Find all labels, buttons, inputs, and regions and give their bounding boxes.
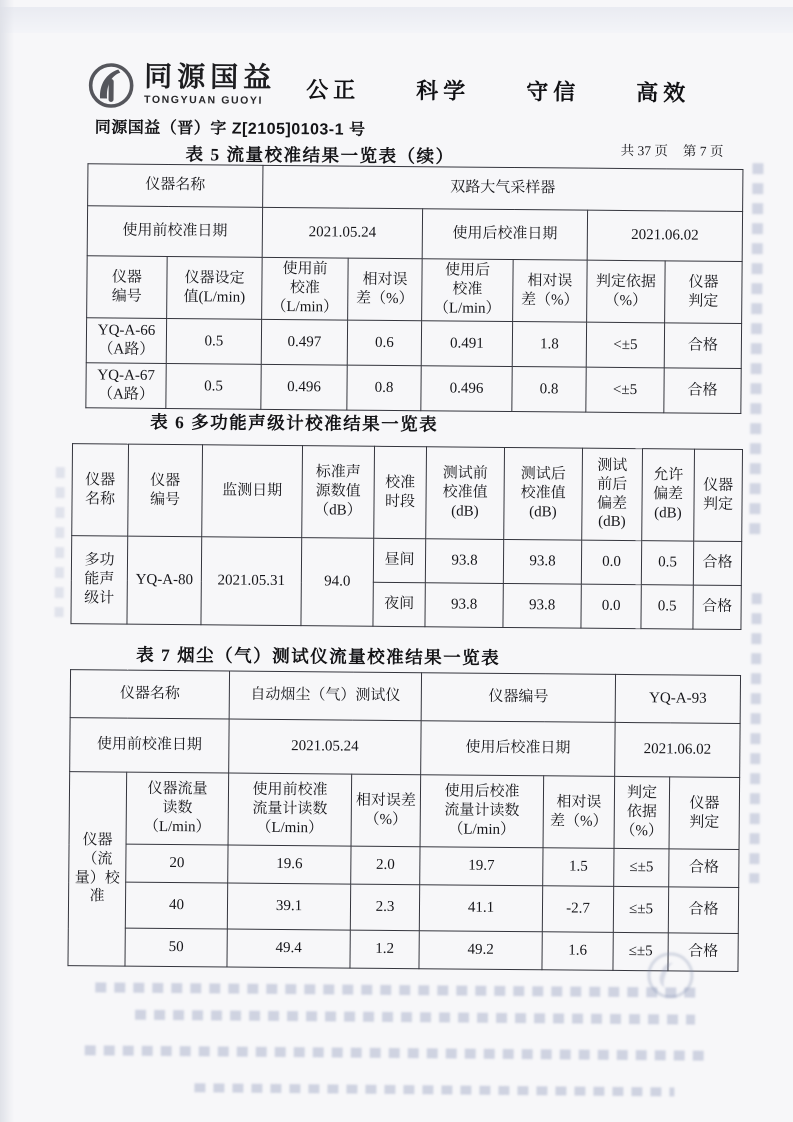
logo-name-cn: 同源国益 [144, 60, 277, 93]
logo-name-latin: TONGYUAN GUOYI [143, 94, 264, 108]
cell: 0.496 [421, 366, 512, 412]
cell-verdict: 合格 [693, 541, 741, 585]
column-header: 仪器流量 读数 （L/min） [126, 772, 229, 845]
table7-dust-gas-tester [67, 669, 741, 972]
bleed-through-marks [194, 1083, 674, 1096]
column-header: 判定依据 （%） [587, 260, 666, 323]
bleed-through-marks [55, 467, 65, 617]
pre-date-value: 2021.05.24 [262, 207, 422, 258]
column-header: 相对误 差（%） [513, 260, 588, 323]
column-header: 仪器 判定 [669, 777, 740, 850]
cell-date: 2021.05.31 [201, 537, 302, 626]
tongyuan-guoyi-logo-icon [87, 61, 135, 109]
cell: 0.8 [347, 365, 421, 411]
cell-verdict: 合格 [668, 887, 738, 934]
cell-verdict: 合格 [668, 933, 738, 972]
cell-source-value: 94.0 [301, 538, 374, 627]
bleed-through-logo-icon [647, 952, 693, 998]
cell: 19.6 [228, 845, 351, 884]
page-info [621, 139, 724, 160]
cell: 39.1 [227, 883, 350, 930]
cell-verdict: 合格 [664, 368, 741, 414]
cell: ≤±5 [614, 848, 669, 886]
cell: 2.3 [350, 884, 419, 931]
group-label: 仪器（流 量）校准 [68, 772, 127, 966]
slogan-word: 守信 [526, 79, 581, 105]
table-row [68, 928, 738, 972]
cell: -2.7 [542, 886, 613, 933]
column-header: 仪器 编号 [128, 444, 203, 537]
cell: 41.1 [419, 885, 542, 932]
table-row [88, 164, 743, 212]
cell: 19.7 [420, 847, 543, 886]
cell-verdict: 合格 [669, 849, 739, 888]
table-row [86, 363, 741, 414]
cell: 93.8 [503, 583, 581, 628]
company-slogan [306, 73, 690, 107]
column-header: 测试后 校准值 (dB) [504, 447, 583, 540]
pre-date-label: 使用前校准日期 [87, 206, 262, 258]
slogan-word: 科学 [416, 78, 471, 104]
column-header: 使用前校准 流量计读数 （L/min） [228, 773, 352, 846]
cell: 93.8 [503, 539, 581, 584]
table6-sound-level-meter [70, 443, 743, 630]
cell-instrument-id: YQ-A-66 （A路） [86, 318, 166, 364]
post-date-label: 使用后校准日期 [422, 209, 587, 260]
column-header: 判定 依据 （%） [614, 776, 670, 848]
bleed-through-marks [749, 593, 762, 883]
cell: 0.496 [261, 364, 347, 410]
table-header-row [69, 772, 740, 850]
column-header: 仪器 名称 [72, 444, 129, 536]
cell-instrument-id: YQ-A-80 [127, 536, 202, 625]
table-row [87, 206, 743, 262]
table-header-row [87, 256, 743, 324]
table-row [86, 318, 741, 369]
instrument-name-value: 自动烟尘（气）测试仪 [229, 671, 421, 721]
column-header: 使用后校准 流量计读数 （L/min） [420, 775, 544, 848]
cell-period: 昼间 [373, 538, 425, 582]
cell: 0.8 [512, 367, 586, 413]
cell: 40 [125, 882, 227, 929]
cell-instrument-name: 多功 能声 级计 [71, 536, 128, 624]
cell: 1.5 [543, 848, 614, 887]
pre-date-value: 2021.05.24 [229, 719, 421, 775]
instrument-name-value: 双路大气采样器 [263, 165, 743, 211]
cell-verdict: 合格 [664, 323, 741, 369]
cell: 0.497 [261, 319, 347, 365]
cell: 0.5 [166, 363, 261, 409]
column-header: 使用前 校准 （L/min） [262, 257, 349, 320]
instrument-code-value: YQ-A-93 [615, 674, 740, 723]
instrument-code-label: 仪器编号 [421, 673, 615, 723]
column-header: 校准 时段 [374, 446, 427, 538]
column-header: 相对误差 （%） [351, 774, 421, 847]
table-row [68, 882, 738, 934]
slogan-word: 高效 [636, 80, 691, 106]
table-row [70, 670, 740, 724]
column-header: 仪器设定 值(L/min) [167, 256, 263, 319]
cell: 93.8 [425, 539, 503, 584]
column-header: 允许 偏差 (dB) [642, 449, 695, 541]
table-row [70, 718, 740, 778]
cell: <±5 [586, 322, 664, 368]
cell: 49.2 [419, 931, 542, 970]
bleed-through-marks [135, 1010, 695, 1025]
bleed-through-marks [749, 163, 763, 543]
bleed-through-marks [85, 1045, 705, 1060]
column-header: 监测日期 [202, 445, 303, 538]
column-header: 测试前 校准值 (dB) [426, 447, 505, 540]
instrument-name-label: 仪器名称 [88, 164, 263, 208]
cell-period: 夜间 [373, 582, 425, 626]
cell: <±5 [586, 367, 664, 413]
cell: ≤±5 [613, 932, 668, 970]
cell-instrument-id: YQ-A-67 （A路） [86, 363, 166, 409]
column-header: 测试 前后 偏差 (dB) [582, 448, 643, 541]
cell: 20 [126, 844, 228, 883]
table-header-row [72, 444, 743, 542]
column-header: 标准声 源数值 （dB） [302, 446, 375, 539]
cell: 0.491 [421, 321, 512, 367]
cell: 0.0 [581, 540, 641, 585]
table5-flow-calibration [85, 163, 743, 414]
cell: 0.6 [347, 320, 421, 366]
column-header: 仪器 编号 [87, 256, 168, 319]
column-header: 仪器 判定 [694, 449, 743, 541]
pages-total: 共 37 页 [620, 142, 668, 159]
cell: 1.2 [350, 930, 419, 969]
cell: 0.5 [166, 318, 261, 364]
column-header: 相对误 差（%） [543, 776, 615, 849]
cell: 0.0 [581, 584, 641, 629]
table5-title: 表 5 流量校准结果一览表（续） [185, 144, 455, 167]
table6-title: 表 6 多功能声级计校准结果一览表 [150, 411, 439, 435]
cell: 93.8 [425, 583, 503, 628]
logo-text-block [144, 62, 276, 108]
table7-title: 表 7 烟尘（气）测试仪流量校准结果一览表 [136, 644, 501, 668]
post-date-label: 使用后校准日期 [421, 721, 615, 777]
cell: 0.5 [641, 585, 693, 629]
cell: 50 [125, 928, 227, 967]
cell: 2.0 [351, 846, 420, 885]
post-date-value: 2021.06.02 [587, 210, 743, 261]
cell: 1.8 [512, 322, 586, 368]
cell-verdict: 合格 [693, 585, 741, 629]
column-header: 使用后 校准 （L/min） [422, 259, 514, 322]
pre-date-label: 使用前校准日期 [70, 718, 229, 773]
cell: ≤±5 [613, 886, 668, 932]
cell: 1.6 [542, 932, 613, 971]
cell: 0.5 [641, 541, 693, 585]
page-current: 第 7 页 [682, 143, 724, 159]
post-date-value: 2021.06.02 [615, 722, 740, 777]
bleed-through-marks [95, 982, 695, 997]
document-number: 同源国益（晋）字 Z[2105]0103-1 号 [94, 119, 366, 139]
column-header: 相对误 差（%） [348, 258, 423, 321]
table-row [69, 844, 739, 888]
company-logo [87, 61, 276, 111]
table-row [71, 536, 741, 586]
cell: 49.4 [227, 929, 350, 968]
slogan-word: 公正 [306, 77, 361, 103]
column-header: 仪器 判定 [665, 261, 743, 324]
instrument-name-label: 仪器名称 [70, 670, 229, 719]
